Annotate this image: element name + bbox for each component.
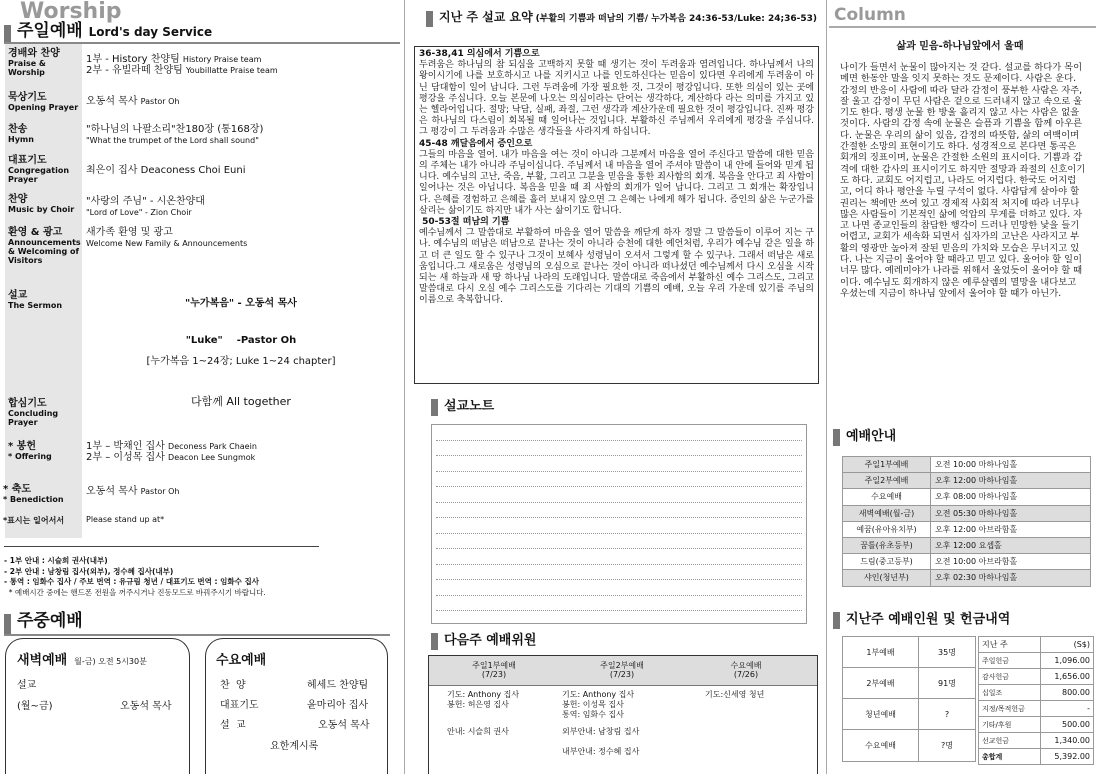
worship-bottom-rule — [4, 546, 319, 547]
schedule-table — [842, 456, 1091, 587]
offering-row: 주일헌금 1,096.00 — [979, 653, 1094, 669]
note-line: - 2부 안내 : 남창림 집사(외부), 정수혜 집사(내부) — [4, 566, 174, 576]
sermon-summary-header — [426, 10, 821, 27]
dawn-service-preacher: 오동석 목사 — [120, 701, 172, 712]
order-label: 찬양 Music by Choir — [8, 194, 75, 214]
schedule-row: 주일1부예배 오전 10:00 마하나임홀 — [843, 457, 1091, 473]
order-label: 찬송 Hymn — [8, 124, 34, 144]
note-line: - 통역 : 임화수 집사 / 주보 번역 : 유규림 청년 / 대표기도 번역 : 임화수 집사 — [4, 577, 259, 586]
sermon-section-body: 그들의 마음을 열어. 내가 마음을 여는 것이 아니라 그분께서 마음을 열어 주신다고 말씀에 대한 믿음의 주체는 내가 아니라 주님이십니다. 주님께서 내 마음을 열어 주셔야 말씀이 내 안에 들어와 믿게 됩니다. 예수님의 고난, 죽음, 부활, 그리고 그분을 믿음을 통한 죄사함의 회개. 복음을 안다고 죄 사함이 일어나는 것은 아닙니다. 복음을 믿을 때 죄 사함의 회개가 일어 납니다. 그리고 그 회개는 확장입니다. 은혜를 경험하고 은혜를 흘러 보내지 않으면 그 은혜는 나에게 해가 됩니다. 증인의 삶은 누군가를 살리는 삶이기도 하지만 내가 사는 삶이기도 합니다. — [419, 149, 814, 216]
order-label: * 봉헌 * Offering — [8, 441, 52, 461]
order-label: 경배와 찬양 Praise & Worship — [8, 48, 60, 77]
order-value: 1부 - History 찬양팀 History Praise team 2부 - 유빌라떼 찬양팀 Youbillatte Praise team — [86, 54, 278, 76]
sermon-summary-title: 지난 주 설교 요약 — [439, 10, 533, 24]
service-notes — [4, 556, 266, 598]
order-value: "하나님의 나팔소리"찬180장 (통168장) "What the trumpet of the Lord shall sound" — [86, 124, 264, 145]
attendance-row: 2부예배 91명 — [843, 668, 976, 699]
column-watermark: Column — [834, 5, 906, 25]
column-divider-1 — [404, 0, 405, 774]
offering-table — [978, 636, 1094, 765]
notes-lines[interactable] — [431, 424, 807, 624]
sermon-section-head: 36-38,41 의심에서 기쁨으로 — [419, 49, 540, 59]
next-week-header: 주일1부예배 (7/23) — [472, 661, 516, 679]
attendance-row: 1부예배 35명 — [843, 637, 976, 668]
sermon-section-body: 두려움은 하나님의 참 되심을 고백하지 못할 때 생기는 것이 두려움과 염려입니다. 하나님께서 나의 왕이시기에 나를 보호하시고 나를 지키시고 나를 인도하신다는 믿음이 있다면 우리에게 두려움이 아닌 담대함이 일어 납니다. 그런 두려움에 가장 필요한 것, 그것이 평강입니다. 또한 의심이 있는 곳에 평강을 주십니다. 오늘 본문에 나오는 의심이라는 단어는 생각하다, 계산하다 라는 의미를 가지고 있는 헬라어입니다. 절망; 낙담, 실패, 좌절, 그런 생각과 계산가운데 필요한 것이 평강입니다. 진짜 평강은 하나님의 다스림이 회복될 때 일어나는 것입니다. 부활하신 주님께서 우리에게 평강을 주십니다. 그 평강이 그 두려움과 수많은 생각들을 사라지게 하십니다. — [419, 60, 814, 138]
schedule-row: 수요예배 오후 08:00 마하나임홀 — [843, 489, 1091, 505]
next-week-col3: 기도:신세영 청년 — [705, 690, 765, 699]
order-label: 설교 The Sermon — [8, 290, 63, 310]
order-label: *표시는 일어서서 — [3, 516, 65, 525]
wed-row-value: 헤세드 찬양팀 — [307, 680, 369, 691]
finance-title: 지난주 예배인원 및 헌금내역 — [833, 611, 1010, 630]
sermon-title-en: "Luke" -Pastor Oh — [185, 335, 297, 346]
note-line: * 예배시간 중에는 핸드폰 전원을 꺼주시거나 진동모드로 바꿔주시기 바랍니다. — [4, 587, 266, 597]
weekday-title: 주중예배 — [4, 610, 83, 632]
worship-title — [4, 20, 212, 42]
dawn-service-title: 새벽예배 월-금) 오전 5시30분 — [17, 653, 147, 668]
worship-watermark: Worship — [20, 0, 122, 24]
offering-row: 지정/목적헌금 - — [979, 701, 1094, 717]
next-week-title: 다음주 예배위원 — [431, 632, 536, 651]
order-value: Please stand up at* — [86, 515, 165, 524]
wed-row-label: 설 교 — [220, 720, 246, 731]
order-label: * 축도 * Benediction — [3, 484, 64, 504]
sermon-section-head: 50-53절 떠남의 기쁨 — [419, 217, 510, 228]
order-label: 환영 & 광고 Announcements & Welcoming of Visitors — [8, 227, 81, 265]
sermon-section-head: 45-48 깨달음에서 증인으로 — [419, 138, 533, 149]
schedule-title: 예배안내 — [833, 428, 896, 447]
order-label: 합심기도 Concluding Prayer — [8, 398, 59, 427]
sermon-summary-box — [414, 46, 819, 384]
offering-row: 감사헌금 1,656.00 — [979, 669, 1094, 685]
worship-title-ko: 주일예배 — [17, 21, 83, 41]
order-value: "사랑의 주님" - 시온찬양대 "Lord of Love" - Zion Choir — [86, 196, 205, 217]
order-value: 1부 – 박채인 집사 Deconess Park Chaein 2부 – 이성목 집사 Deacon Lee Sungmok — [86, 441, 257, 463]
sermon-title-ko: "누가복음" - 오동석 목사 — [185, 298, 297, 309]
wed-row-value: 윤마리아 집사 — [307, 700, 369, 711]
schedule-row: 꿈틀(유초등부) 오후 12:00 요셉홀 — [843, 537, 1091, 553]
schedule-row: 예꿈(유아유치부) 오후 12:00 아브라함홀 — [843, 521, 1091, 537]
order-value: 오동석 목사 Pastor Oh — [86, 96, 180, 107]
next-week-col1: 기도: Anthony 집사 봉헌: 허은영 집사 안내: 시슬희 권사 — [447, 690, 520, 736]
dawn-service-days: (월~금) — [17, 701, 53, 712]
order-value: 최은이 집사 Deaconess Choi Euni — [86, 165, 246, 176]
wed-footer: 요한계시록 — [270, 741, 319, 752]
next-week-header: 주일2부예배 (7/23) — [600, 661, 644, 679]
sermon-summary-subtitle: (부활의 기쁨과 떠남의 기쁨/ 누가복음 24:36-53/Luke: 24;36-53) — [535, 14, 817, 24]
notes-title: 설교노트 — [431, 398, 494, 417]
column-rule — [829, 26, 1096, 28]
order-sermon-value — [86, 294, 396, 367]
weekday-rule — [4, 634, 390, 636]
wed-row-label: 대표기도 — [220, 700, 259, 711]
order-value: 오동석 목사 Pastor Oh — [86, 486, 180, 497]
offering-total-row: 총합계 5,392.00 — [979, 749, 1094, 765]
wed-service-title: 수요예배 — [216, 653, 267, 668]
wed-row-label: 찬 양 — [220, 680, 246, 691]
schedule-row: 드림(중고등부) 오전 10:00 아브라함홀 — [843, 554, 1091, 570]
order-value: 다함께 All together — [191, 395, 291, 408]
offering-header: 지난 주 (S$) — [979, 637, 1094, 653]
note-line: - 1부 안내 : 시슬희 권사(내부) — [4, 556, 108, 565]
schedule-row: 주일2부예배 오후 12:00 마하나임홀 — [843, 473, 1091, 489]
sermon-scripture: [누가복음 1~24장; Luke 1~24 chapter] — [146, 356, 336, 367]
next-week-table — [428, 655, 818, 774]
order-praise — [0, 48, 400, 84]
schedule-row: 샤인(청년부) 오후 02:30 마하나임홀 — [843, 570, 1091, 586]
next-week-header: 수요예배 (7/26) — [730, 661, 762, 679]
sermon-section-body: 예수님께서 그 말씀대로 부활하여 마음을 열어 말씀을 깨닫게 하자 정말 그 말씀들이 이루어 지는 구나. 예수님의 떠남은 떠남으로 끝나는 것이 아니라 승천에 대한 예언처럼, 우리가 예수님 같은 일을 하고 더 큰 일도 할 수 있구나 그것이 보혜사 성령님이 오셔서 그렇게 할 수 있구나. 그래서 떠남은 새로움입니다.그 새로움은 성령님의 오심으로 끝나는 것이 아니라 떠나셨던 예수님께서 다시 오심을 시작되는 새 하늘과 새 땅 하나님 나라의 도래입니다. 말씀대로 죽음에서 부활하신 예수 그리스도, 그리고 말씀대로 다시 오실 예수 그리스도를 기다리는 기대의 기쁨의 예배, 오늘 우리 가운데 있기를 주님의 이름으로 축복합니다. — [419, 228, 814, 306]
column-body: 나이가 들면서 눈물이 많아지는 것 같다. 설교를 하다가 목이 메면 한동안 말을 잇지 못하는 것도 문제이다. 사람은 운다. 감정의 반응이 사람에 따라 달라 감정이 풍부한 사람은 자주, 잘 울고 감정이 무딘 사람은 겉으로 드러내지 않고 속으로 울기도 한다. 평생 눈물 한 방울 흘리지 않고 사는 사람은 없을 것이다. 사람의 감정 속에 눈물은 슬픔과 기쁨을 함께 아우른다. 눈물은 우리의 삶이 있음, 감정의 따뜻함, 삶의 여백이며 간절한 소망의 표현이기도 하다. 성경적으로 본다면 통곡은 회개의 징표이며, 눈물은 간절한 소원의 표시이다. 기쁨과 감격에 대한 감사의 표시이기도 하지만 절망과 좌절의 신호이기도 하다. 교회도 어지럽고, 나라도 어지럽다. 한국도 어지럽고, 어디 하나 평안을 누릴 구석이 없다. 사람답게 살아야 할 권리는 책에만 쓰여 있고 경제적 사회적 처지에 따라 너무나 많은 사람들이 기본적인 삶에 억압의 무게를 더하고 있다. 자고 나면 종교인들의 참담한 행각이 드러나 민망한 낯을 들기 어렵고, 교회가 세속화 되면서 십자가의 고난은 사라지고 부활의 영광만 높아져 잘된 믿음의 가치와 모습은 무너지고 있다. 나는 지금이 울어야 할 때라고 믿고 있다. 울어야 할 일이 너무 많다. 예레미야가 나라를 위해서 울었듯이 울어야 할 때이다. 예수님도 회개하지 않은 예루살렘의 멸망을 내다보고 우셨는데 지금이 하나님 앞에서 울어야 할 때가 아닌가. — [840, 62, 1086, 299]
dawn-service-preacher-label: 설교 — [17, 680, 37, 691]
next-week-col2: 기도: Anthony 집사 봉헌: 이성목 집사 통역: 임화수 집사 외부안내: 남창림 집사 내부안내: 정수혜 집사 — [562, 690, 640, 756]
attendance-row: 청년예배 ? — [843, 699, 976, 730]
column-divider-2 — [826, 0, 827, 774]
column-title: 삶과 믿음-하나님앞에서 울때 — [896, 41, 1024, 52]
worship-title-en: Lord's day Service — [88, 25, 213, 39]
order-label: 대표기도 Congregation Prayer — [8, 155, 70, 184]
order-value: 새가족 환영 및 광고 Welcome New Family & Announcements — [86, 227, 248, 248]
offering-row: 선교헌금 1,340.00 — [979, 733, 1094, 749]
schedule-row: 새벽예배(월-금) 오전 05:30 마하나임홀 — [843, 505, 1091, 521]
order-label: 묵상기도 Opening Prayer — [8, 92, 79, 112]
attendance-table — [842, 636, 976, 762]
attendance-row: 수요예배 ?명 — [843, 730, 976, 762]
offering-row: 십일조 800.00 — [979, 685, 1094, 701]
offering-row: 기타/후원 500.00 — [979, 717, 1094, 733]
wed-row-value: 오동석 목사 — [318, 720, 370, 731]
